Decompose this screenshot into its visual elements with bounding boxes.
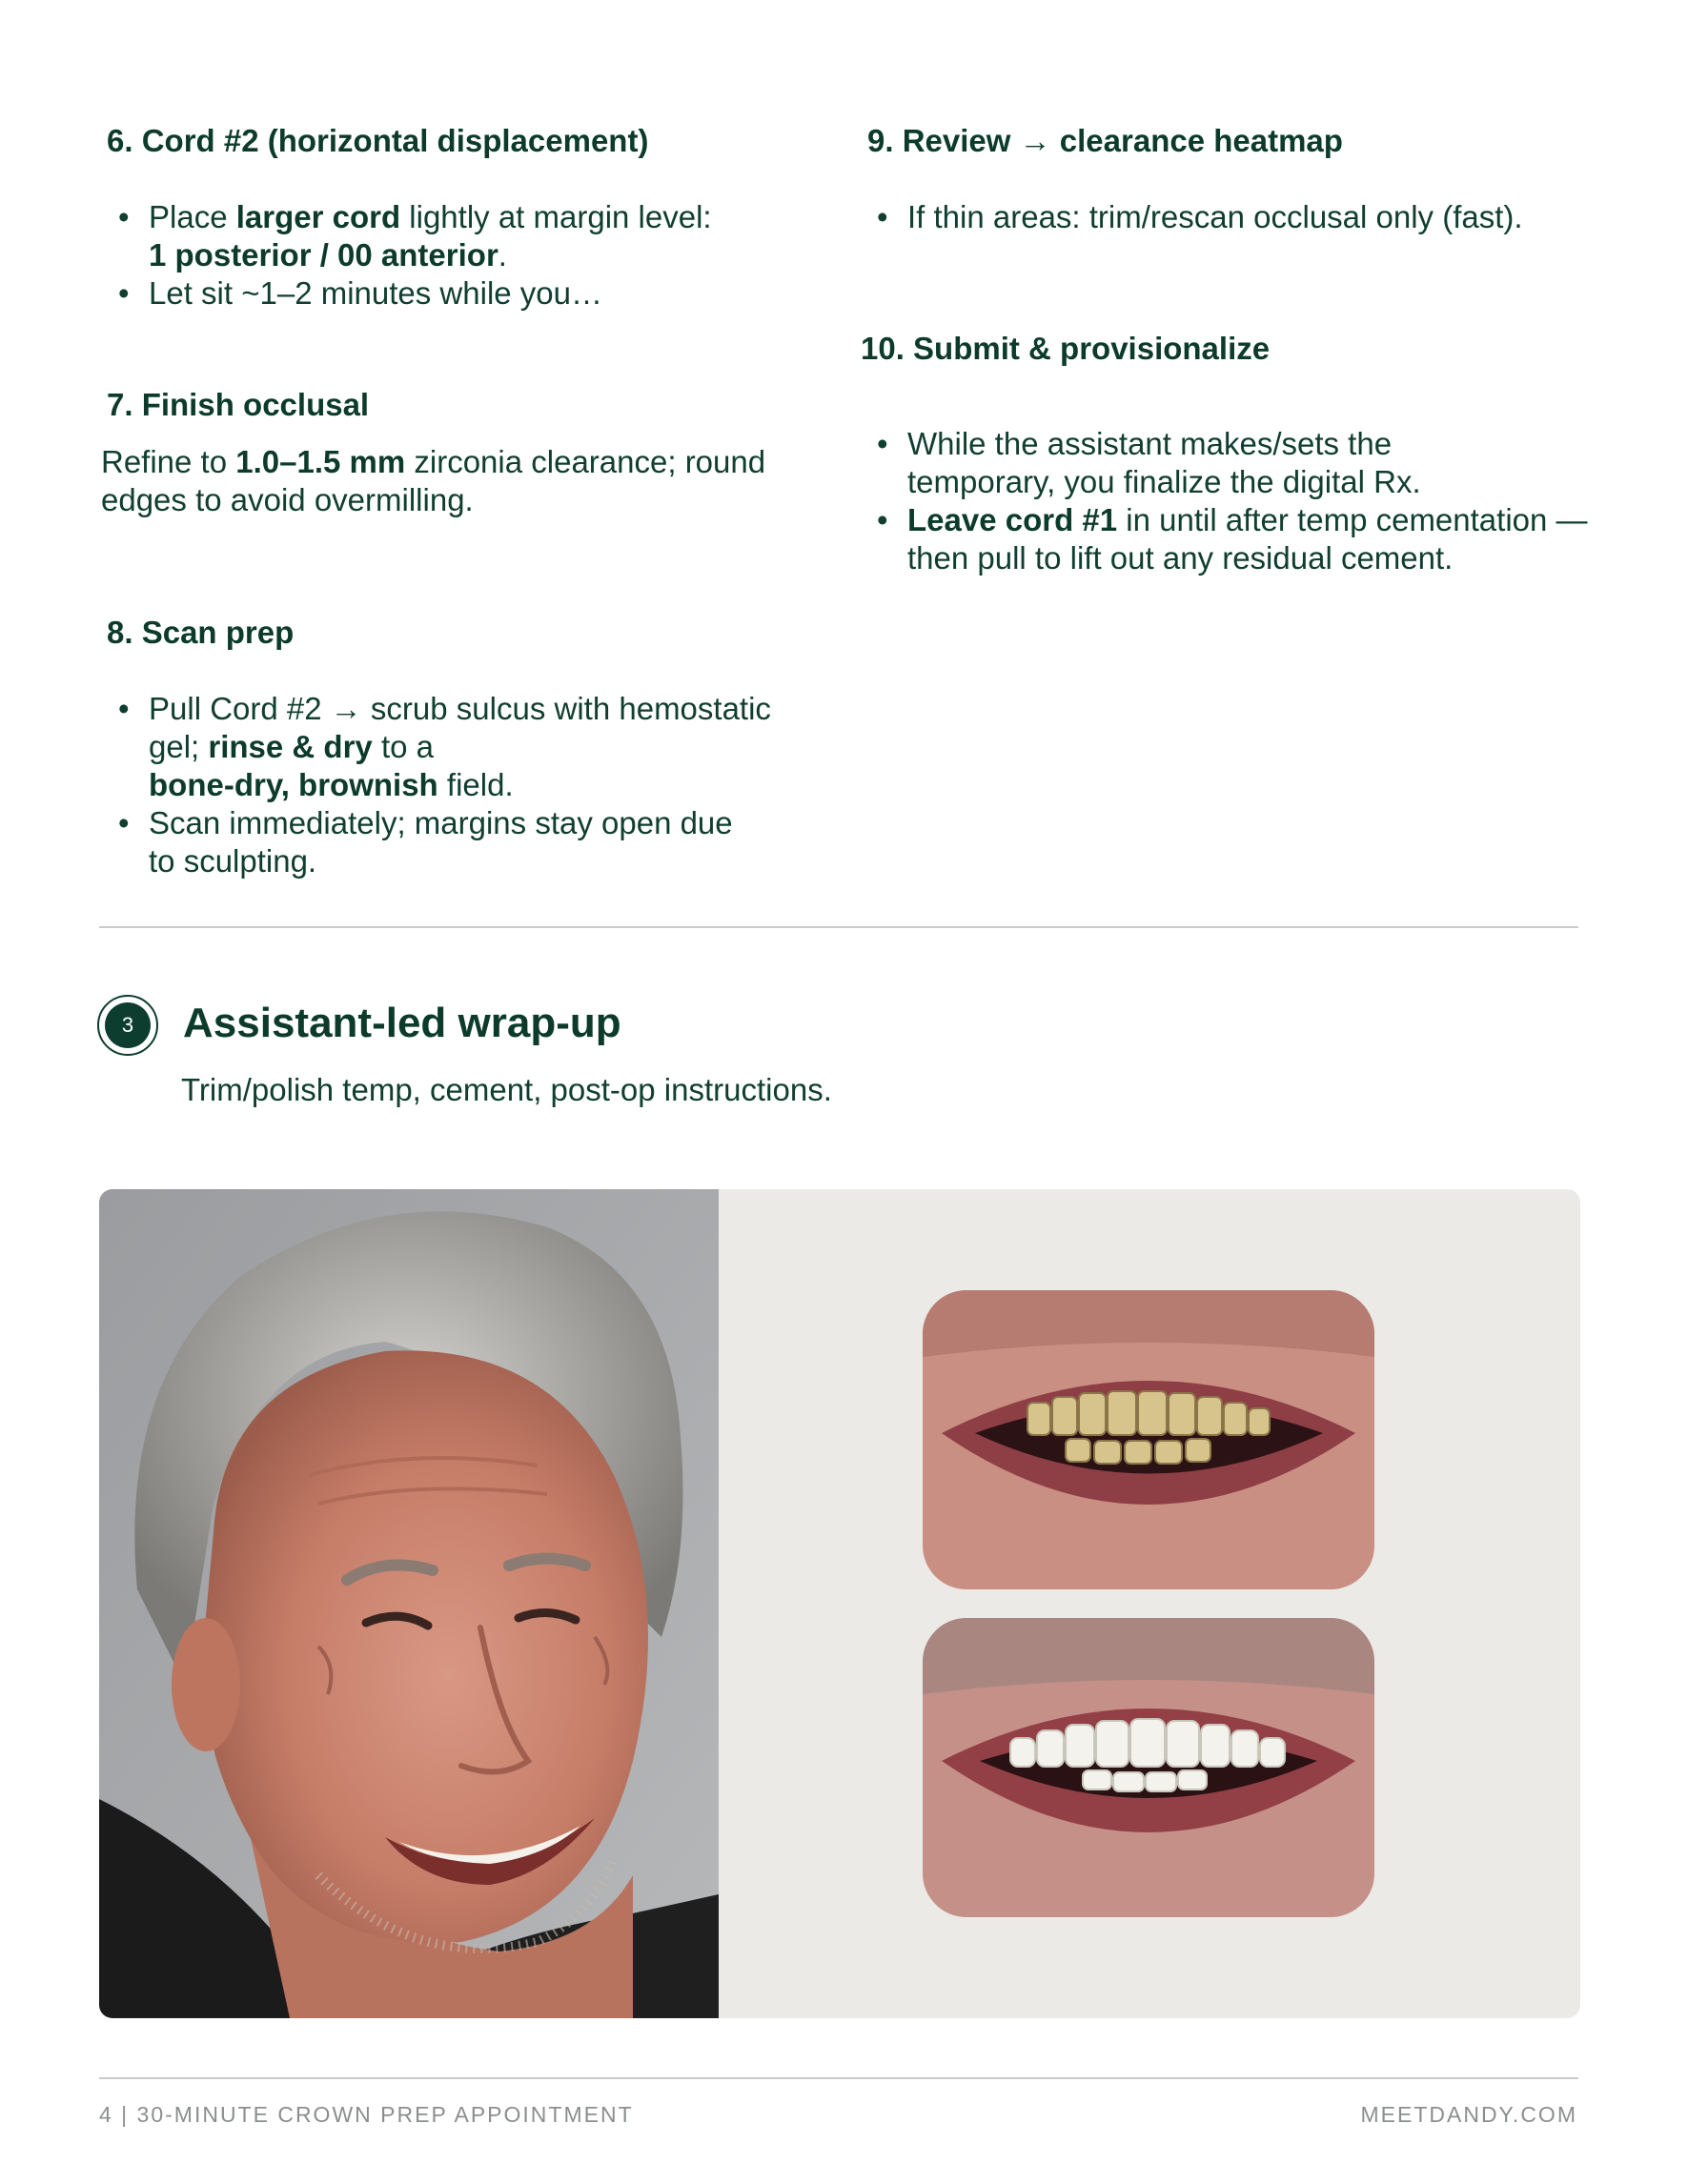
patient-portrait-photo: [99, 1189, 719, 2018]
list-item: • Leave cord #1 in until after temp cementation —then pull to lift out any residual cement.: [858, 501, 1592, 577]
step-6-title: Cord #2 (horizontal displacement): [141, 123, 649, 158]
step-10-number: 10.: [861, 331, 905, 366]
footer-website: MEETDANDY.COM: [1360, 2102, 1577, 2127]
list-item: • Place larger cord lightly at margin level: 1 posterior / 00 anterior.: [99, 198, 824, 274]
section-subtitle: Trim/polish temp, cement, post-op instructions.: [181, 1072, 832, 1107]
step-6-number: 6.: [107, 123, 133, 158]
step-7-title: Finish occlusal: [141, 387, 370, 422]
step-7-heading: [107, 386, 369, 424]
list-item: • Let sit ~1–2 minutes while you…: [99, 274, 824, 313]
step-badge-number: 3: [105, 1002, 151, 1048]
list-item: • Pull Cord #2 → scrub sulcus with hemostatic gel; rinse & dry to a bone-dry, brownish field.: [99, 690, 824, 804]
step-9-list: [858, 198, 1592, 236]
step-9-heading: [867, 122, 1343, 160]
before-smile-photo: [923, 1290, 1374, 1589]
footer-page-label: 4 | 30-MINUTE CROWN PREP APPOINTMENT: [99, 2102, 634, 2127]
step-8-title: Scan prep: [141, 615, 295, 650]
step-10-list: [858, 425, 1592, 577]
step-10-title: Submit & provisionalize: [913, 331, 1271, 366]
step-7-text: Refine to 1.0–1.5 mm zirconia clearance; round edges to avoid overmilling.: [101, 444, 766, 517]
step-6-heading: [107, 122, 648, 160]
step-8-number: 8.: [107, 615, 133, 650]
list-item: • If thin areas: trim/rescan occlusal only (fast).: [858, 198, 1592, 236]
list-item: • Scan immediately; margins stay open due to sculpting.: [99, 804, 824, 880]
step-9-number: 9.: [867, 123, 894, 158]
step-8-heading: [107, 614, 294, 652]
photo-panel: [99, 1189, 1580, 2018]
step-badge: [97, 995, 158, 1056]
step-6-list: [99, 198, 824, 313]
list-item: • While the assistant makes/sets the temporary, you finalize the digital Rx.: [858, 425, 1592, 501]
step-9-title: Review → clearance heatmap: [902, 123, 1343, 158]
step-8-list: [99, 690, 824, 880]
section-divider: [99, 926, 1578, 928]
step-7-number: 7.: [107, 387, 133, 422]
footer-divider: [99, 2077, 1578, 2079]
step-10-heading: [861, 330, 1270, 368]
section-title: Assistant-led wrap-up: [183, 1000, 621, 1046]
after-smile-photo: [923, 1618, 1374, 1917]
